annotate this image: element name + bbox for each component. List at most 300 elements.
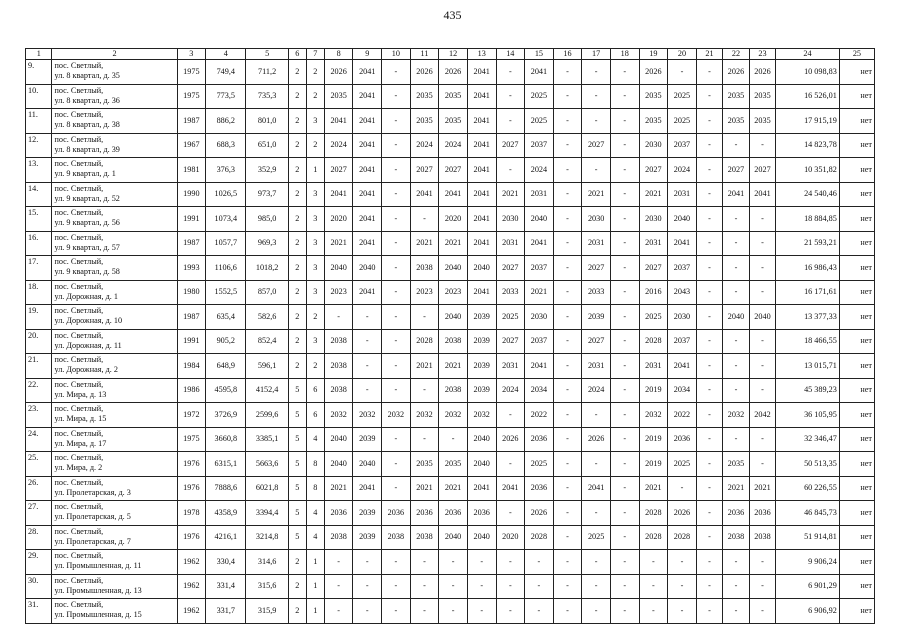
- table-cell: -: [324, 574, 353, 599]
- table-cell: -: [610, 231, 639, 256]
- column-header: 22: [723, 49, 749, 60]
- table-cell: 4: [306, 427, 324, 452]
- column-header: 6: [288, 49, 306, 60]
- table-cell: 1993: [177, 256, 206, 281]
- table-cell: 2026: [324, 60, 353, 85]
- column-header: 4: [206, 49, 246, 60]
- table-cell: 2028: [639, 329, 668, 354]
- address-cell: [52, 476, 177, 501]
- address-cell: [52, 182, 177, 207]
- table-cell: 2025: [582, 525, 611, 550]
- table-cell: -: [696, 280, 722, 305]
- table-cell: 2027: [749, 158, 775, 183]
- table-cell: 2024: [439, 133, 468, 158]
- table-cell: 2038: [439, 378, 468, 403]
- table-cell: 2023: [439, 280, 468, 305]
- housing-repair-table: [25, 48, 875, 624]
- table-cell: 2016: [639, 280, 668, 305]
- table-cell: нет: [839, 207, 874, 232]
- table-cell: -: [553, 452, 582, 477]
- table-cell: -: [467, 574, 496, 599]
- table-cell: -: [553, 133, 582, 158]
- row-number: 31.: [26, 599, 52, 624]
- table-cell: -: [353, 378, 382, 403]
- table-cell: 2036: [723, 501, 749, 526]
- table-cell: нет: [839, 574, 874, 599]
- table-cell: -: [639, 599, 668, 624]
- table-cell: 2020: [439, 207, 468, 232]
- table-cell: 1976: [177, 525, 206, 550]
- table-cell: 2041: [467, 207, 496, 232]
- table-cell: -: [668, 476, 697, 501]
- table-cell: -: [382, 280, 411, 305]
- column-header: 1: [26, 49, 52, 60]
- table-cell: 1962: [177, 599, 206, 624]
- table-cell: 1975: [177, 84, 206, 109]
- table-cell: -: [696, 133, 722, 158]
- address-cell: [52, 207, 177, 232]
- column-header: 12: [439, 49, 468, 60]
- table-cell: -: [582, 109, 611, 134]
- table-cell: 32 346,47: [776, 427, 840, 452]
- table-cell: 2024: [324, 133, 353, 158]
- table-cell: 2026: [410, 60, 439, 85]
- table-row: [26, 60, 875, 85]
- table-cell: -: [439, 427, 468, 452]
- address-cell: [52, 133, 177, 158]
- table-cell: -: [696, 329, 722, 354]
- address-settlement: пос. Светлый,: [54, 61, 104, 70]
- table-cell: -: [410, 305, 439, 330]
- table-cell: 376,3: [206, 158, 246, 183]
- table-cell: 2032: [353, 403, 382, 428]
- table-cell: 315,6: [246, 574, 288, 599]
- address-street: ул. Пролетарская, д. 7: [54, 536, 131, 546]
- table-cell: 2041: [353, 158, 382, 183]
- address-cell: [52, 109, 177, 134]
- address-street: ул. 8 квартал, д. 38: [54, 120, 120, 129]
- table-cell: -: [749, 256, 775, 281]
- table-row: [26, 305, 875, 330]
- table-cell: 36 105,95: [776, 403, 840, 428]
- table-cell: -: [723, 280, 749, 305]
- table-cell: 314,6: [246, 550, 288, 575]
- table-row: [26, 599, 875, 624]
- table-cell: -: [696, 378, 722, 403]
- table-cell: 1073,4: [206, 207, 246, 232]
- table-cell: -: [610, 525, 639, 550]
- table-cell: 2030: [668, 305, 697, 330]
- table-cell: -: [696, 256, 722, 281]
- table-cell: 2019: [639, 452, 668, 477]
- address-settlement: пос. Светлый,: [54, 428, 104, 438]
- table-cell: 10 351,82: [776, 158, 840, 183]
- table-cell: 3: [306, 231, 324, 256]
- table-cell: -: [582, 84, 611, 109]
- table-cell: 2021: [749, 476, 775, 501]
- table-cell: 2028: [668, 525, 697, 550]
- table-cell: 1991: [177, 329, 206, 354]
- table-cell: -: [439, 550, 468, 575]
- table-cell: 10 098,83: [776, 60, 840, 85]
- table-cell: 2599,6: [246, 403, 288, 428]
- column-header: 2: [52, 49, 177, 60]
- table-cell: -: [696, 599, 722, 624]
- table-row: [26, 452, 875, 477]
- table-cell: 2028: [639, 501, 668, 526]
- table-cell: 2040: [749, 305, 775, 330]
- table-cell: -: [610, 182, 639, 207]
- table-cell: 2027: [324, 158, 353, 183]
- table-cell: -: [610, 60, 639, 85]
- table-cell: 2035: [723, 84, 749, 109]
- column-header: 13: [467, 49, 496, 60]
- table-cell: 2030: [582, 207, 611, 232]
- table-cell: -: [668, 60, 697, 85]
- table-cell: -: [410, 599, 439, 624]
- table-cell: 17 915,19: [776, 109, 840, 134]
- table-cell: -: [696, 550, 722, 575]
- table-cell: 648,9: [206, 354, 246, 379]
- address-street: ул. 9 квартал, д. 56: [54, 218, 120, 227]
- table-row: [26, 550, 875, 575]
- table-cell: 2039: [353, 427, 382, 452]
- table-cell: -: [696, 231, 722, 256]
- table-cell: 2039: [467, 329, 496, 354]
- table-cell: 21 593,21: [776, 231, 840, 256]
- table-cell: -: [723, 133, 749, 158]
- table-cell: -: [353, 599, 382, 624]
- column-header: 3: [177, 49, 206, 60]
- column-header: 16: [553, 49, 582, 60]
- table-cell: 2035: [410, 109, 439, 134]
- table-cell: 331,7: [206, 599, 246, 624]
- table-cell: 2: [306, 354, 324, 379]
- row-number: 25.: [26, 452, 52, 477]
- table-cell: 352,9: [246, 158, 288, 183]
- table-cell: -: [582, 574, 611, 599]
- address-settlement: пос. Светлый,: [54, 85, 104, 95]
- table-cell: 2022: [668, 403, 697, 428]
- table-cell: 18 884,85: [776, 207, 840, 232]
- table-cell: 2040: [439, 305, 468, 330]
- table-cell: 2021: [410, 231, 439, 256]
- table-cell: 2019: [639, 378, 668, 403]
- table-cell: -: [553, 207, 582, 232]
- table-cell: 2032: [439, 403, 468, 428]
- table-cell: 2: [306, 60, 324, 85]
- table-cell: 801,0: [246, 109, 288, 134]
- table-cell: 2041: [467, 280, 496, 305]
- table-cell: 1991: [177, 207, 206, 232]
- table-cell: -: [553, 158, 582, 183]
- table-cell: 2032: [467, 403, 496, 428]
- table-cell: нет: [839, 476, 874, 501]
- address-settlement: пос. Светлый,: [54, 551, 104, 560]
- table-cell: 2039: [353, 525, 382, 550]
- table-cell: 852,4: [246, 329, 288, 354]
- row-number: 29.: [26, 550, 52, 575]
- page-number: 435: [443, 8, 462, 22]
- table-cell: -: [696, 452, 722, 477]
- table-cell: 2041: [467, 133, 496, 158]
- table-cell: нет: [839, 599, 874, 624]
- table-cell: 4358,9: [206, 501, 246, 526]
- table-cell: 886,2: [206, 109, 246, 134]
- table-cell: 13 377,33: [776, 305, 840, 330]
- row-number: 11.: [26, 109, 52, 134]
- table-cell: 2035: [439, 452, 468, 477]
- table-cell: -: [382, 60, 411, 85]
- table-cell: 2026: [749, 60, 775, 85]
- table-cell: 2040: [525, 207, 554, 232]
- table-cell: -: [353, 574, 382, 599]
- table-cell: -: [696, 84, 722, 109]
- table-cell: -: [610, 305, 639, 330]
- table-cell: 2: [288, 550, 306, 575]
- table-cell: -: [553, 550, 582, 575]
- table-cell: нет: [839, 452, 874, 477]
- table-row: [26, 256, 875, 281]
- address-cell: [52, 60, 177, 85]
- table-cell: 2021: [439, 354, 468, 379]
- column-header: 20: [668, 49, 697, 60]
- table-cell: 651,0: [246, 133, 288, 158]
- table-cell: нет: [839, 182, 874, 207]
- table-cell: -: [723, 354, 749, 379]
- table-cell: нет: [839, 231, 874, 256]
- table-cell: 1987: [177, 231, 206, 256]
- address-street: ул. Дорожная, д. 11: [54, 340, 122, 350]
- table-cell: 2040: [439, 256, 468, 281]
- table-cell: 2: [288, 158, 306, 183]
- table-cell: 2041: [324, 182, 353, 207]
- table-cell: 2021: [439, 476, 468, 501]
- table-cell: 2027: [639, 256, 668, 281]
- table-cell: -: [553, 256, 582, 281]
- table-cell: -: [668, 574, 697, 599]
- address-settlement: пос. Светлый,: [54, 257, 104, 266]
- table-cell: 2036: [382, 501, 411, 526]
- table-cell: 13 015,71: [776, 354, 840, 379]
- table-cell: 3: [306, 182, 324, 207]
- table-cell: 1976: [177, 452, 206, 477]
- table-cell: 2039: [582, 305, 611, 330]
- table-cell: 2021: [410, 354, 439, 379]
- table-cell: 46 845,73: [776, 501, 840, 526]
- table-cell: 2028: [410, 329, 439, 354]
- table-cell: -: [668, 550, 697, 575]
- table-cell: 2: [288, 305, 306, 330]
- table-cell: -: [553, 182, 582, 207]
- table-cell: -: [723, 231, 749, 256]
- table-cell: -: [610, 378, 639, 403]
- table-cell: 2041: [467, 60, 496, 85]
- table-cell: 6 906,92: [776, 599, 840, 624]
- table-cell: 2040: [353, 256, 382, 281]
- table-cell: 2028: [525, 525, 554, 550]
- table-cell: -: [696, 403, 722, 428]
- table-cell: -: [610, 329, 639, 354]
- table-cell: -: [496, 109, 525, 134]
- table-cell: -: [496, 84, 525, 109]
- table-cell: 4152,4: [246, 378, 288, 403]
- table-cell: -: [553, 60, 582, 85]
- table-cell: 2024: [496, 378, 525, 403]
- table-cell: -: [610, 550, 639, 575]
- table-cell: -: [749, 133, 775, 158]
- table-cell: -: [410, 378, 439, 403]
- address-cell: [52, 427, 177, 452]
- row-number: 18.: [26, 280, 52, 305]
- address-street: ул. Пролетарская, д. 3: [54, 487, 131, 497]
- table-cell: нет: [839, 158, 874, 183]
- table-cell: 2042: [749, 403, 775, 428]
- table-cell: 1552,5: [206, 280, 246, 305]
- address-street: ул. 8 квартал, д. 36: [54, 95, 120, 105]
- table-cell: 2030: [639, 207, 668, 232]
- table-cell: 2024: [668, 158, 697, 183]
- table-cell: 2041: [467, 231, 496, 256]
- table-cell: -: [382, 378, 411, 403]
- table-cell: 1967: [177, 133, 206, 158]
- table-cell: -: [496, 60, 525, 85]
- table-cell: 2037: [668, 133, 697, 158]
- table-cell: 331,4: [206, 574, 246, 599]
- table-cell: 3: [306, 329, 324, 354]
- row-number: 10.: [26, 84, 52, 109]
- table-cell: 2020: [324, 207, 353, 232]
- table-cell: -: [353, 329, 382, 354]
- table-cell: 2035: [410, 84, 439, 109]
- address-cell: [52, 501, 177, 526]
- table-cell: -: [410, 207, 439, 232]
- table-cell: 5: [288, 427, 306, 452]
- table-cell: 2: [306, 133, 324, 158]
- address-street: ул. Промышленная, д. 15: [54, 610, 142, 619]
- address-settlement: пос. Светлый,: [54, 159, 104, 168]
- table-cell: 5: [288, 476, 306, 501]
- table-cell: -: [639, 574, 668, 599]
- table-cell: -: [696, 525, 722, 550]
- table-cell: -: [382, 354, 411, 379]
- address-street: ул. Мира, д. 13: [54, 389, 107, 399]
- table-cell: нет: [839, 550, 874, 575]
- table-cell: 2019: [639, 427, 668, 452]
- table-cell: 2041: [525, 231, 554, 256]
- table-cell: 2043: [668, 280, 697, 305]
- table-cell: 2035: [749, 109, 775, 134]
- table-cell: -: [749, 207, 775, 232]
- table-cell: -: [582, 550, 611, 575]
- table-cell: 857,0: [246, 280, 288, 305]
- table-cell: -: [382, 133, 411, 158]
- table-cell: 2035: [639, 109, 668, 134]
- table-cell: 2036: [525, 427, 554, 452]
- table-cell: 16 986,43: [776, 256, 840, 281]
- table-cell: -: [723, 207, 749, 232]
- table-cell: 16 171,61: [776, 280, 840, 305]
- table-cell: -: [496, 501, 525, 526]
- table-cell: 596,1: [246, 354, 288, 379]
- table-cell: -: [610, 574, 639, 599]
- column-header: 24: [776, 49, 840, 60]
- table-cell: 2041: [467, 476, 496, 501]
- row-number: 12.: [26, 133, 52, 158]
- table-cell: 1975: [177, 427, 206, 452]
- table-cell: -: [610, 403, 639, 428]
- address-settlement: пос. Светлый,: [54, 379, 104, 389]
- table-cell: 2038: [410, 256, 439, 281]
- table-cell: -: [439, 574, 468, 599]
- address-settlement: пос. Светлый,: [54, 575, 104, 585]
- table-cell: -: [639, 550, 668, 575]
- column-header: 10: [382, 49, 411, 60]
- address-cell: [52, 525, 177, 550]
- table-cell: 1987: [177, 305, 206, 330]
- table-cell: -: [582, 403, 611, 428]
- table-cell: нет: [839, 501, 874, 526]
- table-cell: 14 823,78: [776, 133, 840, 158]
- table-cell: 2022: [525, 403, 554, 428]
- table-cell: 2034: [525, 378, 554, 403]
- table-cell: 2030: [525, 305, 554, 330]
- column-header: 19: [639, 49, 668, 60]
- table-cell: 2041: [467, 84, 496, 109]
- column-header: 17: [582, 49, 611, 60]
- table-cell: 3385,1: [246, 427, 288, 452]
- table-cell: -: [553, 329, 582, 354]
- address-cell: [52, 550, 177, 575]
- table-cell: -: [553, 231, 582, 256]
- table-cell: 2027: [496, 133, 525, 158]
- table-cell: 2036: [439, 501, 468, 526]
- address-settlement: пос. Светлый,: [54, 453, 104, 462]
- table-cell: 2038: [324, 378, 353, 403]
- table-cell: -: [496, 403, 525, 428]
- table-cell: -: [324, 305, 353, 330]
- address-street: ул. 9 квартал, д. 58: [54, 267, 120, 276]
- row-number: 28.: [26, 525, 52, 550]
- table-cell: 2026: [723, 60, 749, 85]
- table-cell: 2039: [467, 305, 496, 330]
- table-cell: 2040: [439, 525, 468, 550]
- table-cell: -: [410, 574, 439, 599]
- table-cell: 2041: [668, 231, 697, 256]
- table-cell: 2035: [639, 84, 668, 109]
- table-cell: 2: [288, 207, 306, 232]
- address-street: ул. Промышленная, д. 11: [54, 561, 142, 570]
- table-cell: -: [749, 452, 775, 477]
- column-header: 7: [306, 49, 324, 60]
- table-cell: 2037: [525, 329, 554, 354]
- table-cell: -: [553, 476, 582, 501]
- table-cell: -: [749, 329, 775, 354]
- table-cell: нет: [839, 403, 874, 428]
- address-cell: [52, 305, 177, 330]
- address-settlement: пос. Светлый,: [54, 232, 104, 242]
- address-street: ул. 9 квартал, д. 1: [54, 169, 116, 178]
- row-number: 24.: [26, 427, 52, 452]
- table-cell: 2026: [582, 427, 611, 452]
- table-cell: 2035: [324, 84, 353, 109]
- table-cell: -: [749, 280, 775, 305]
- table-cell: 2: [288, 182, 306, 207]
- table-cell: 2030: [639, 133, 668, 158]
- table-cell: -: [696, 501, 722, 526]
- table-cell: 582,6: [246, 305, 288, 330]
- table-cell: нет: [839, 525, 874, 550]
